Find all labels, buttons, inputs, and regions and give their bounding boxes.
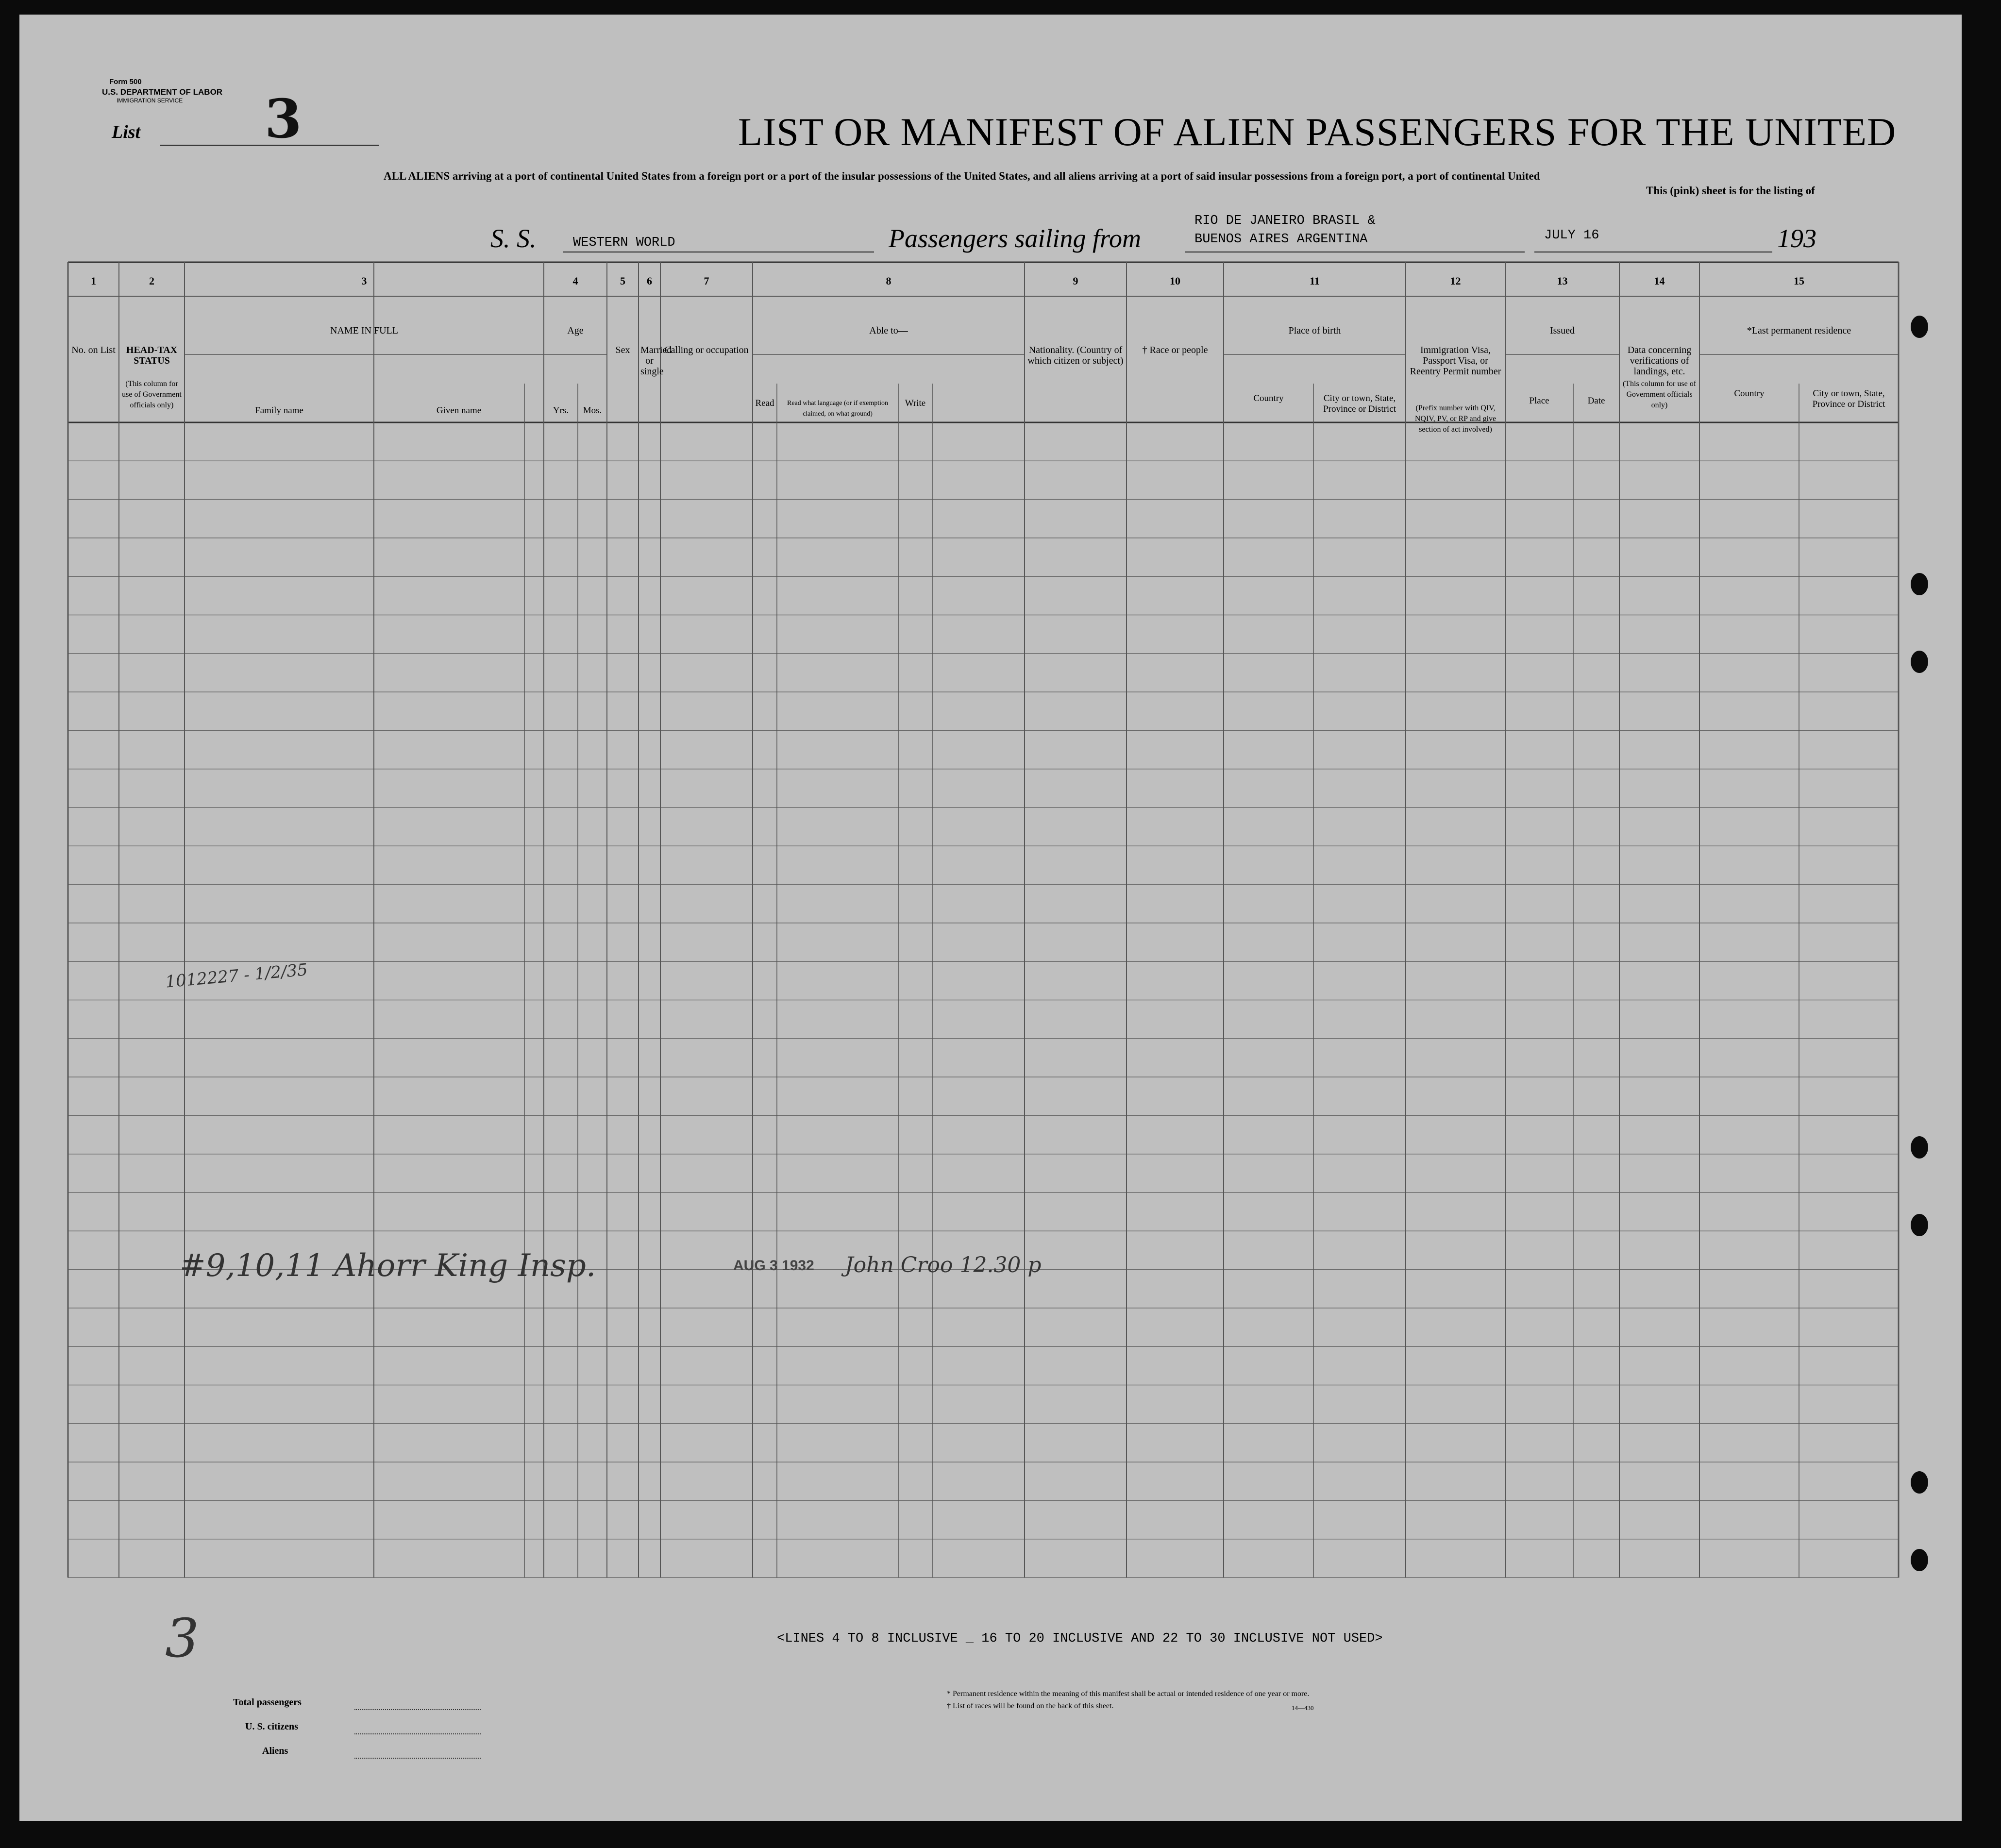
aliens-line [354, 1758, 481, 1759]
column-number-8: 8 [886, 275, 891, 287]
column-note-12: (Prefix number with QIV, NQIV, PV, or RP and give section of act involved) [1414, 404, 1497, 434]
binder-hole [1911, 1471, 1928, 1494]
column-number-6: 6 [647, 275, 652, 287]
year: 193 [1777, 224, 1816, 253]
service-label: IMMIGRATION SERVICE [117, 97, 183, 104]
footnote-residence: * Permanent residence within the meaning of this manifest shall be actual or intended residence of one year or more. [947, 1690, 1310, 1698]
column-number-11: 11 [1310, 275, 1320, 287]
column-header-3: NAME IN FULL [330, 325, 398, 336]
column-header-2: HEAD-TAX STATUS [126, 345, 178, 366]
column-number-3: 3 [361, 275, 367, 287]
column-header-7: Calling or occupation [664, 345, 749, 355]
col13-sub-0: Place [1529, 396, 1549, 406]
col3-sub-0: Family name [255, 405, 303, 416]
ship-name: WESTERN WORLD [573, 235, 675, 250]
intro-text: ALL ALIENS arriving at a port of continental United States from a foreign port or a port of the insular possessions of the United States, and all aliens arriving at a port of said insular possessions from a foreign port, a port of continental United [384, 170, 1540, 182]
col11-sub-1: City or town, State, Province or District [1323, 393, 1396, 414]
inspector-signature: John Croo 12.30 p [845, 1253, 1042, 1277]
column-header-13: Issued [1549, 325, 1575, 336]
binder-hole [1911, 1136, 1928, 1159]
total-passengers-line [354, 1709, 481, 1710]
col8-sub-0: Read [755, 398, 774, 408]
column-note-2: (This column for use of Government officials only) [122, 380, 182, 409]
port-line-2: BUENOS AIRES ARGENTINA [1194, 232, 1368, 247]
form-number: Form 500 [109, 78, 142, 86]
handwritten-list-mark: 3 [165, 1607, 199, 1669]
column-header-4: Age [567, 325, 584, 336]
binder-hole [1911, 316, 1928, 338]
column-header-10: † Race or people [1142, 345, 1208, 355]
list-label: List [112, 122, 141, 142]
col15-sub-1: City or town, State, Province or District [1812, 388, 1885, 409]
column-number-13: 13 [1557, 275, 1568, 287]
column-number-4: 4 [572, 275, 578, 287]
column-header-14: Data concerning verifications of landings, etc. [1627, 345, 1692, 377]
total-passengers-label: Total passengers [233, 1697, 302, 1708]
col3-sub-1: Given name [436, 405, 482, 416]
column-number-2: 2 [149, 275, 154, 287]
binder-hole [1911, 1549, 1928, 1571]
col11-sub-0: Country [1253, 393, 1284, 403]
binder-hole [1911, 573, 1928, 595]
col8-sub-2: Write [905, 398, 926, 408]
column-number-9: 9 [1073, 275, 1078, 287]
footnote-code: 14—430 [1292, 1704, 1314, 1712]
aliens-label: Aliens [262, 1746, 288, 1756]
ss-label: S. S. [490, 224, 537, 253]
sailing-from-label: Passengers sailing from [889, 224, 1142, 253]
manifest-title: LIST OR MANIFEST OF ALIEN PASSENGERS FOR THE UNITED [738, 110, 1897, 154]
column-header-9: Nationality. (Country of which citizen or subject) [1027, 345, 1124, 366]
binder-hole [1911, 1214, 1928, 1236]
column-number-10: 10 [1170, 275, 1180, 287]
department-label: U.S. DEPARTMENT OF LABOR [102, 87, 223, 97]
port-line-1: RIO DE JANEIRO BRASIL & [1194, 214, 1376, 228]
intro-text-2: This (pink) sheet is for the listing of [1646, 185, 1815, 197]
col15-sub-0: Country [1734, 388, 1765, 399]
manifest-sheet [19, 15, 1962, 1821]
date-stamp: AUG 3 1932 [733, 1258, 814, 1274]
column-number-15: 15 [1794, 275, 1804, 287]
col4-sub-0: Yrs. [553, 405, 569, 416]
list-number: 3 [265, 87, 302, 150]
col4-sub-1: Mos. [583, 405, 602, 416]
column-header-8: Able to— [869, 325, 908, 336]
binder-hole [1911, 651, 1928, 673]
us-citizens-line [354, 1733, 481, 1734]
column-header-15: *Last permanent residence [1747, 325, 1851, 336]
column-note-14: (This column for use of Government officials only) [1622, 380, 1697, 409]
col13-sub-1: Date [1587, 396, 1605, 406]
column-header-5: Sex [615, 345, 630, 355]
column-number-7: 7 [704, 275, 709, 287]
column-header-1: No. on List [71, 345, 116, 355]
col8-sub-1: Read what language (or if exemption claimed, on what ground) [787, 400, 888, 418]
footnote-races: † List of races will be found on the back of this sheet. [947, 1702, 1114, 1710]
us-citizens-label: U. S. citizens [245, 1721, 298, 1732]
column-number-5: 5 [620, 275, 625, 287]
handwritten-annotation: #9,10,11 Ahorr King Insp. [180, 1248, 596, 1284]
column-header-6: Married or single [640, 345, 672, 377]
unused-lines-note: <LINES 4 TO 8 INCLUSIVE _ 16 TO 20 INCLUSIVE AND 22 TO 30 INCLUSIVE NOT USED> [777, 1631, 1383, 1646]
margin-note: 1012227 - 1/2/35 [164, 960, 309, 992]
column-number-1: 1 [91, 275, 96, 287]
sailing-date: JULY 16 [1544, 228, 1599, 243]
column-header-12: Immigration Visa, Passport Visa, or Reentry Permit number [1410, 345, 1501, 377]
column-header-11: Place of birth [1288, 325, 1341, 336]
column-number-12: 12 [1450, 275, 1461, 287]
column-number-14: 14 [1654, 275, 1665, 287]
